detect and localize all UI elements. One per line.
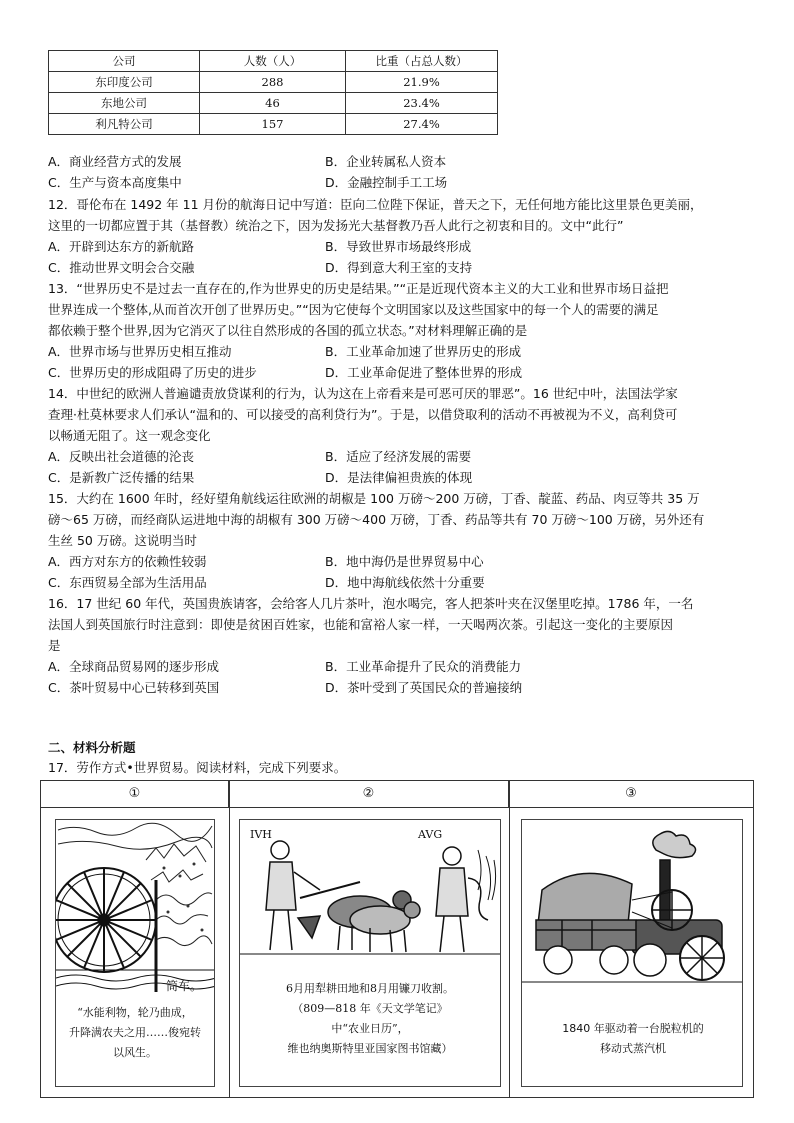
q11-option-a: A．商业经营方式的发展 <box>48 154 182 169</box>
q13-option-c: C．世界历史的形成阻碍了历史的进步 <box>48 365 257 380</box>
table-cell: 46 <box>200 93 346 114</box>
q14-option-a: A．反映出社会道德的沦丧 <box>48 449 195 464</box>
table-header-cell: 公司 <box>49 51 200 72</box>
table-row <box>49 72 498 93</box>
q13-stem-line: 世界连成一个整体,从而首次开创了世界历史。”“因为它使每个文明国家以及这些国家中的每一个人的需要的满足 <box>48 302 659 317</box>
q14-stem-line: 以畅通无阻了。这一观念变化 <box>48 428 211 443</box>
q11-option-d: D．金融控制手工工场 <box>325 175 448 190</box>
q14-option-b: B．适应了经济发展的需要 <box>325 449 472 464</box>
q15-stem-line: 磅～65 万磅，而经商队运进地中海的胡椒有 300 万磅～400 万磅，丁香、药品等共有 70 万磅～100 万磅，另外还有 <box>48 512 705 527</box>
q11-option-c: C．生产与资本高度集中 <box>48 175 182 190</box>
q12-stem-line: 12．哥伦布在 1492 年 11 月份的航海日记中写道：臣向二位陛下保证，普天之下，无任何地方能比这里景色更美丽， <box>48 197 703 212</box>
q16-option-d: D．茶叶受到了英国民众的普遍接纳 <box>325 680 523 695</box>
table-cell: 东印度公司 <box>49 72 200 93</box>
section-title: 二、材料分析题 <box>48 740 136 755</box>
q16-stem-line: 16．17 世纪 60 年代，英国贵族请客，会给客人几片茶叶，泡水喝完，客人把茶叶夹在汉堡里吃掉。1786 年，一名 <box>48 596 694 611</box>
caption-line: “水能利物，轮乃曲成， <box>77 1006 193 1019</box>
water-wheel-label: 筒车。 <box>166 979 203 993</box>
material-header-2: ② <box>229 781 509 808</box>
caption-line: 移动式蒸汽机 <box>600 1042 666 1055</box>
q12-option-b: B．导致世界市场最终形成 <box>325 239 472 254</box>
column-divider <box>509 781 510 1097</box>
q14-option-c: C．是新教广泛传播的结果 <box>48 470 195 485</box>
q12-option-a: A．开辟到达东方的新航路 <box>48 239 195 254</box>
company-table <box>48 50 498 135</box>
q13-option-a: A．世界市场与世界历史相互推动 <box>48 344 232 359</box>
caption-line: 维也纳奥斯特里亚国家图书馆藏） <box>287 1042 453 1055</box>
q17-stem: 17．劳作方式•世界贸易。阅读材料，完成下列要求。 <box>48 760 347 775</box>
table-row <box>49 114 498 135</box>
q16-option-a: A．全球商品贸易网的逐步形成 <box>48 659 220 674</box>
material-panel-3 <box>521 819 743 1087</box>
q13-stem-line: 13．“世界历史不是过去一直存在的,作为世界史的历史是结果。”“正是近现代资本主义的大工业和世界市场日益把 <box>48 281 669 296</box>
q13-option-b: B．工业革命加速了世界历史的形成 <box>325 344 522 359</box>
q16-option-b: B．工业革命提升了民众的消费能力 <box>325 659 522 674</box>
caption-line: 6月用犁耕田地和8月用镰刀收割。 <box>286 982 454 995</box>
material-header-3: ③ <box>509 781 753 808</box>
q15-option-a: A．西方对东方的依赖性较弱 <box>48 554 207 569</box>
q15-option-b: B．地中海仍是世界贸易中心 <box>325 554 484 569</box>
caption-line: （809—818 年《天文学笔记》 <box>292 1002 448 1015</box>
table-cell: 东地公司 <box>49 93 200 114</box>
caption-line: 升降满农夫之用……俊宛转 <box>69 1026 201 1039</box>
material-table <box>40 780 754 1098</box>
table-cell: 21.9% <box>346 72 498 93</box>
q15-option-d: D．地中海航线依然十分重要 <box>325 575 485 590</box>
q15-stem-line: 15．大约在 1600 年时，经好望角航线运往欧洲的胡椒是 100 万磅～200 万磅，丁香、靛蓝、药品、肉豆等共 35 万 <box>48 491 700 506</box>
table-cell: 157 <box>200 114 346 135</box>
caption-line: 1840 年驱动着一台脱粒机的 <box>562 1022 704 1035</box>
table-row <box>49 93 498 114</box>
water-wheel-illustration <box>56 820 214 992</box>
q16-stem-line: 是 <box>48 638 61 653</box>
q12-stem-line: 这里的一切都应置于其（基督教）统治之下，因为发扬光大基督教乃吾人此行之初衷和目的。文中“此行” <box>48 218 624 233</box>
table-header-cell: 人数（人） <box>200 51 346 72</box>
caption-line: 中“农业日历”， <box>331 1022 409 1035</box>
q11-option-b: B．企业转属私人资本 <box>325 154 447 169</box>
material-panel-1 <box>55 819 215 1087</box>
illustration-label: AVG <box>418 828 443 841</box>
table-cell: 288 <box>200 72 346 93</box>
table-cell: 23.4% <box>346 93 498 114</box>
q15-stem-line: 生丝 50 万磅。这说明当时 <box>48 533 197 548</box>
table-header-row <box>49 51 498 72</box>
q16-stem-line: 法国人到英国旅行时注意到：即使是贫困百姓家，也能和富裕人家一样，一天喝两次茶。引起这一变化的主要原因 <box>48 617 674 632</box>
table-cell: 利凡特公司 <box>49 114 200 135</box>
q13-option-d: D．工业革命促进了整体世界的形成 <box>325 365 523 380</box>
q12-option-c: C．推动世界文明会合交融 <box>48 260 195 275</box>
medieval-farming-illustration <box>240 820 500 970</box>
table-header-cell: 比重（占总人数） <box>346 51 498 72</box>
material-panel-2 <box>239 819 501 1087</box>
material-header-1: ① <box>41 781 229 808</box>
steam-engine-illustration <box>522 820 742 990</box>
q14-option-d: D．是法律偏袒贵族的体现 <box>325 470 473 485</box>
q14-stem-line: 查理·杜莫林要求人们承认“温和的、可以接受的高利贷行为”。于是，以借贷取利的活动不再被视为不义，高利贷可 <box>48 407 678 422</box>
q14-stem-line: 14．中世纪的欧洲人普遍谴责放贷谋利的行为，认为这在上帝看来是可恶可厌的罪恶”。16 世纪中叶，法国法学家 <box>48 386 678 401</box>
q15-option-c: C．东西贸易全部为生活用品 <box>48 575 207 590</box>
q13-stem-line: 都依赖于整个世界,因为它消灭了以往自然形成的各国的孤立状态。”对材料理解正确的是 <box>48 323 528 338</box>
illustration-label: IVH <box>250 828 272 841</box>
q12-option-d: D．得到意大利王室的支持 <box>325 260 473 275</box>
caption-line: 以风生。 <box>113 1046 157 1059</box>
q16-option-c: C．茶叶贸易中心已转移到英国 <box>48 680 220 695</box>
table-cell: 27.4% <box>346 114 498 135</box>
column-divider <box>229 781 230 1097</box>
